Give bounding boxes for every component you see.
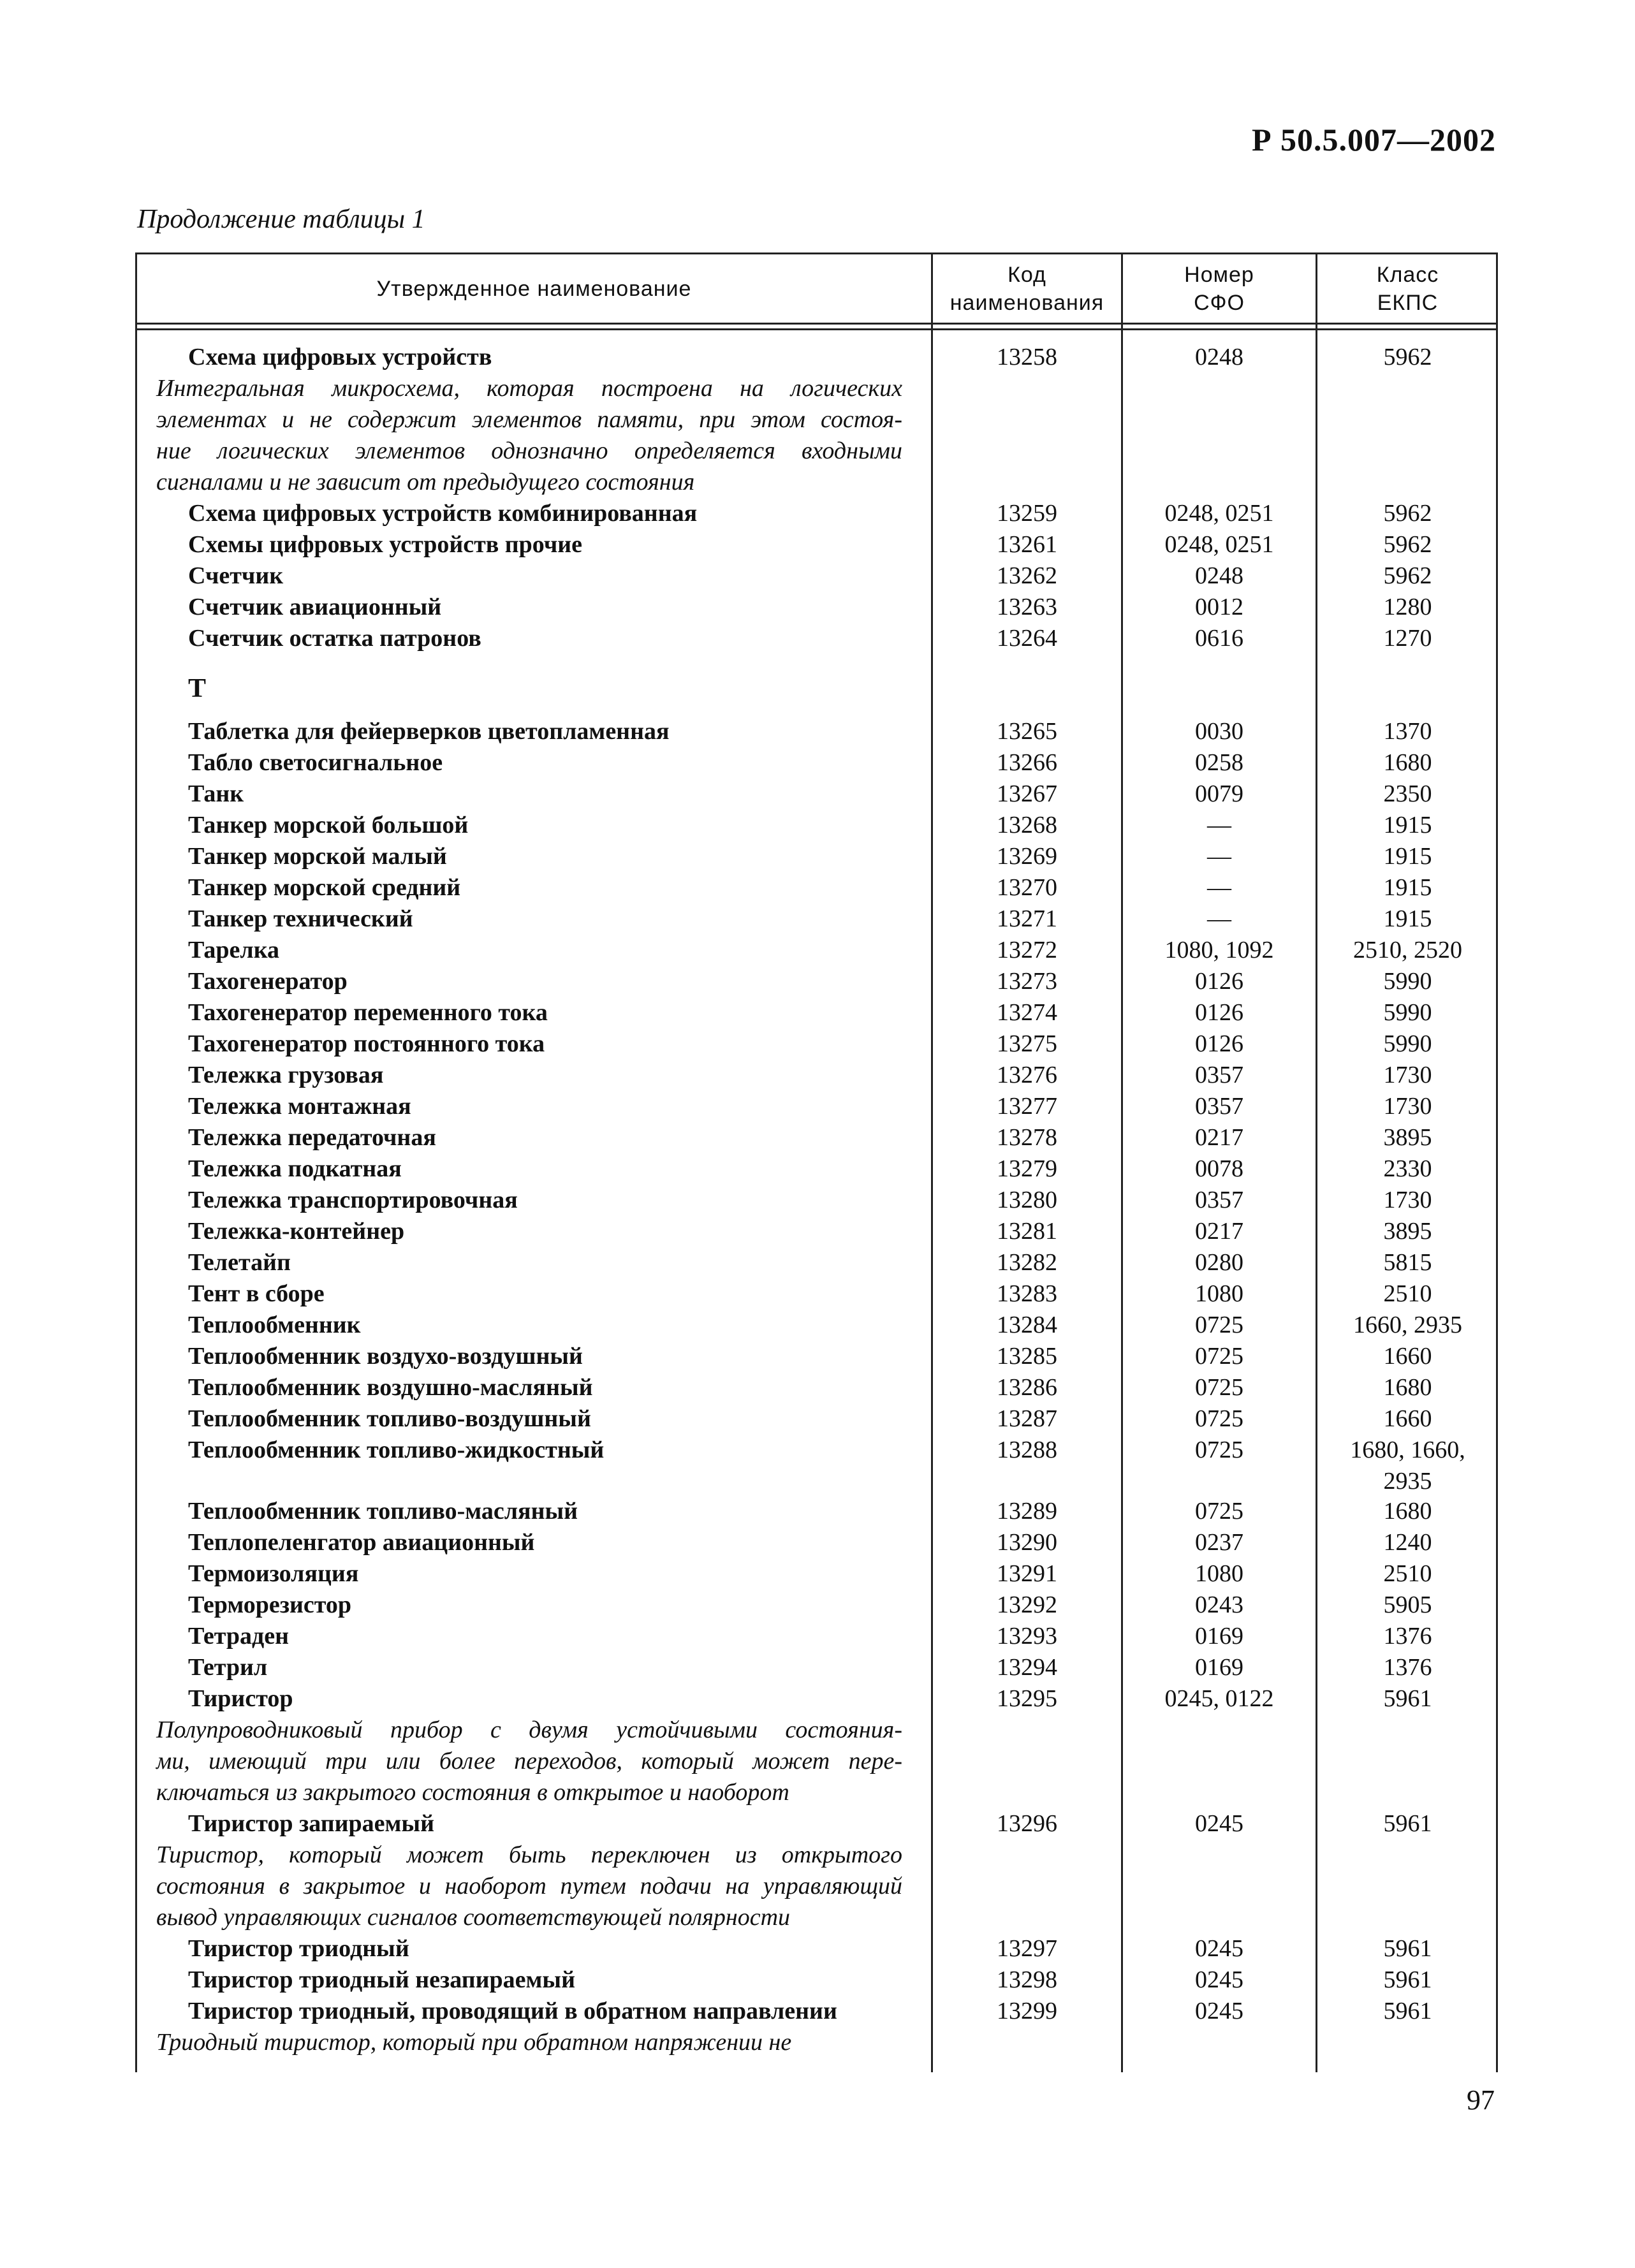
header-divider xyxy=(137,328,1496,330)
item-name: Теплообменник топливо-воздушный xyxy=(188,1405,591,1432)
table-row xyxy=(137,904,1500,935)
item-sfo-number: 0258 xyxy=(1195,749,1243,776)
table-row xyxy=(137,747,1500,779)
table-row xyxy=(137,529,1500,560)
item-name: Тиристор запираемый xyxy=(188,1810,434,1837)
item-sfo-number: 0280 xyxy=(1195,1249,1243,1276)
table-row xyxy=(137,592,1500,623)
item-name: Термоизоляция xyxy=(188,1560,359,1587)
item-sfo-number: 0357 xyxy=(1195,1093,1243,1120)
item-ekps-class: 1280 xyxy=(1383,594,1432,620)
item-sfo-number: 0725 xyxy=(1195,1498,1243,1525)
header-divider xyxy=(137,323,1496,325)
definition-line: ми, имеющий три или более переходов, который может пере- xyxy=(156,1748,902,1774)
item-sfo-number: 0248, 0251 xyxy=(1164,531,1274,558)
item-sfo-number: 0357 xyxy=(1195,1187,1243,1213)
item-definition xyxy=(137,2027,902,2058)
item-sfo-number: 0126 xyxy=(1195,1030,1243,1057)
item-ekps-class: 1680 xyxy=(1383,1498,1432,1525)
item-name: Схема цифровых устройств комбинированная xyxy=(188,500,698,527)
item-name: Теплообменник топливо-жидкостный xyxy=(188,1437,605,1463)
table-row xyxy=(137,1496,1500,1527)
item-code: 13278 xyxy=(997,1124,1057,1151)
item-definition xyxy=(137,1840,902,1933)
item-name: Телетайп xyxy=(188,1249,291,1276)
item-name: Табло светосигнальное xyxy=(188,749,443,776)
item-sfo-number: 0126 xyxy=(1195,968,1243,995)
item-code: 13283 xyxy=(997,1280,1057,1307)
item-code: 13269 xyxy=(997,843,1057,870)
item-code: 13282 xyxy=(997,1249,1057,1276)
column-header-line: ЕКПС xyxy=(1377,290,1439,315)
item-ekps-class: 1915 xyxy=(1383,843,1432,870)
item-sfo-number: 1080 xyxy=(1195,1280,1243,1307)
item-ekps-class: 1660, 2935 xyxy=(1353,1312,1462,1338)
item-ekps-class: 5990 xyxy=(1383,999,1432,1026)
definition-line: Тиристор, который может быть переключен из открытого xyxy=(156,1841,902,1868)
item-sfo-number: 1080, 1092 xyxy=(1164,937,1274,963)
column-header-sfo xyxy=(1123,254,1316,323)
item-code: 13286 xyxy=(997,1374,1057,1401)
item-ekps-class: 1730 xyxy=(1383,1093,1432,1120)
item-name: Танкер технический xyxy=(188,905,413,932)
item-ekps-class: 1376 xyxy=(1383,1623,1432,1650)
column-header-line: Номер xyxy=(1184,262,1254,287)
item-sfo-number: 0217 xyxy=(1195,1124,1243,1151)
item-code: 13296 xyxy=(997,1810,1057,1837)
item-ekps-class: 2510 xyxy=(1383,1280,1432,1307)
item-sfo-number: 0245 xyxy=(1195,1810,1243,1837)
table-row xyxy=(137,810,1500,841)
table-row xyxy=(137,1341,1500,1372)
item-name: Танкер морской большой xyxy=(188,812,469,838)
definition-line: Интегральная микросхема, которая построена на логических xyxy=(156,375,902,402)
item-code: 13273 xyxy=(997,968,1057,995)
item-ekps-class: 1915 xyxy=(1383,905,1432,932)
item-name: Тележка передаточная xyxy=(188,1124,436,1151)
item-code: 13293 xyxy=(997,1623,1057,1650)
item-sfo-number: — xyxy=(1207,843,1231,870)
table-row xyxy=(137,1808,1500,1840)
item-code: 13264 xyxy=(997,625,1057,652)
item-sfo-number: 0245 xyxy=(1195,1935,1243,1962)
item-ekps-class: 5961 xyxy=(1383,1998,1432,2024)
item-name: Счетчик авиационный xyxy=(188,594,442,620)
item-code: 13261 xyxy=(997,531,1057,558)
column-header-line: Утвержденное наименование xyxy=(376,276,692,301)
item-code: 13274 xyxy=(997,999,1057,1026)
item-code: 13290 xyxy=(997,1529,1057,1556)
item-code: 13258 xyxy=(997,344,1057,370)
item-name: Теплообменник воздухо-воздушный xyxy=(188,1343,583,1370)
item-sfo-number: — xyxy=(1207,874,1231,901)
item-code: 13291 xyxy=(997,1560,1057,1587)
item-name: Теплопеленгатор авиационный xyxy=(188,1529,535,1556)
document-number: Р 50.5.007—2002 xyxy=(1251,122,1496,157)
item-ekps-class: 5990 xyxy=(1383,968,1432,995)
table-row xyxy=(137,1590,1500,1621)
item-ekps-class: 5961 xyxy=(1383,1685,1432,1712)
item-name: Танкер морской малый xyxy=(188,843,447,870)
column-header-code xyxy=(933,254,1121,323)
item-code: 13272 xyxy=(997,937,1057,963)
item-code: 13298 xyxy=(997,1966,1057,1993)
item-code: 13266 xyxy=(997,749,1057,776)
item-ekps-class: 1370 xyxy=(1383,718,1432,745)
item-sfo-number: 0245, 0122 xyxy=(1164,1685,1274,1712)
item-code: 13265 xyxy=(997,718,1057,745)
item-ekps-class: 1730 xyxy=(1383,1062,1432,1088)
item-sfo-number: 0169 xyxy=(1195,1654,1243,1681)
alphabet-section-heading xyxy=(137,654,1500,716)
table-row xyxy=(137,1933,1500,1964)
table-row xyxy=(137,1153,1500,1185)
table-row xyxy=(137,1652,1500,1683)
item-ekps-class: 1660 xyxy=(1383,1405,1432,1432)
item-name: Схема цифровых устройств xyxy=(188,344,492,370)
table-row xyxy=(137,872,1500,904)
item-ekps-class: 5961 xyxy=(1383,1966,1432,1993)
item-sfo-number: 0243 xyxy=(1195,1591,1243,1618)
table-row xyxy=(137,623,1500,654)
item-sfo-number: 0126 xyxy=(1195,999,1243,1026)
table-row xyxy=(137,841,1500,872)
item-sfo-number: 0616 xyxy=(1195,625,1243,652)
table-row xyxy=(137,1996,1500,2027)
table-row xyxy=(137,498,1500,529)
table-row xyxy=(137,1122,1500,1153)
item-ekps-class: 2350 xyxy=(1383,780,1432,807)
item-sfo-number: 0237 xyxy=(1195,1529,1243,1556)
section-letter: Т xyxy=(188,674,207,703)
item-code: 13276 xyxy=(997,1062,1057,1088)
item-code: 13288 xyxy=(997,1437,1057,1463)
table-row xyxy=(137,779,1500,810)
column-header-line: СФО xyxy=(1194,290,1245,315)
column-header-ekps xyxy=(1317,254,1498,323)
data-table xyxy=(135,252,1498,2072)
item-name: Счетчик xyxy=(188,562,284,589)
definition-line: сигналами и не зависит от предыдущего состояния xyxy=(156,469,695,495)
item-ekps-class: 5962 xyxy=(1383,531,1432,558)
item-code: 13284 xyxy=(997,1312,1057,1338)
definition-line: ние логических элементов однозначно определяется входными xyxy=(156,437,902,464)
item-code: 13259 xyxy=(997,500,1057,527)
item-name: Тахогенератор xyxy=(188,968,348,995)
column-header-line: Код xyxy=(1008,262,1046,287)
item-ekps-class: 1660 xyxy=(1383,1343,1432,1370)
item-name: Тиристор xyxy=(188,1685,293,1712)
item-sfo-number: 0079 xyxy=(1195,780,1243,807)
item-sfo-number: 0725 xyxy=(1195,1437,1243,1463)
item-sfo-number: 0169 xyxy=(1195,1623,1243,1650)
definition-line: Триодный тиристор, который при обратном напряжении не xyxy=(156,2029,792,2056)
table-row xyxy=(137,997,1500,1028)
item-ekps-class: 5961 xyxy=(1383,1810,1432,1837)
item-code: 13270 xyxy=(997,874,1057,901)
item-code: 13295 xyxy=(997,1685,1057,1712)
item-name: Таблетка для фейерверков цветопламенная xyxy=(188,718,670,745)
item-sfo-number: 0248, 0251 xyxy=(1164,500,1274,527)
item-sfo-number: 0012 xyxy=(1195,594,1243,620)
item-sfo-number: 0078 xyxy=(1195,1155,1243,1182)
item-name: Тележка-контейнер xyxy=(188,1218,405,1245)
item-sfo-number: 0245 xyxy=(1195,1966,1243,1993)
item-ekps-class: 3895 xyxy=(1383,1218,1432,1245)
definition-line: вывод управляющих сигналов соответствующей полярности xyxy=(156,1904,791,1931)
table-row xyxy=(137,1060,1500,1091)
table-row xyxy=(137,342,1500,373)
page-number: 97 xyxy=(1467,2084,1495,2116)
item-name: Схемы цифровых устройств прочие xyxy=(188,531,583,558)
item-name: Теплообменник топливо-масляный xyxy=(188,1498,578,1525)
item-ekps-class: 1680 xyxy=(1383,749,1432,776)
item-ekps-class: 1915 xyxy=(1383,812,1432,838)
item-ekps-class: 1680, 1660, 2935 xyxy=(1350,1437,1465,1495)
item-ekps-class: 1680 xyxy=(1383,1374,1432,1401)
item-code: 13289 xyxy=(997,1498,1057,1525)
item-ekps-class: 2330 xyxy=(1383,1155,1432,1182)
item-sfo-number: 0357 xyxy=(1195,1062,1243,1088)
definition-line: элементах и не содержит элементов памяти, при этом состоя- xyxy=(156,406,902,433)
item-name: Теплообменник воздушно-масляный xyxy=(188,1374,593,1401)
item-code: 13275 xyxy=(997,1030,1057,1057)
column-header-line: наименования xyxy=(949,290,1104,315)
item-name: Тиристор триодный незапираемый xyxy=(188,1966,575,1993)
item-sfo-number: 0030 xyxy=(1195,718,1243,745)
item-code: 13262 xyxy=(997,562,1057,589)
item-ekps-class: 5990 xyxy=(1383,1030,1432,1057)
item-ekps-class: 1730 xyxy=(1383,1187,1432,1213)
item-name: Тиристор триодный, проводящий в обратном направлении xyxy=(188,1998,837,2024)
table-row xyxy=(137,1216,1500,1247)
item-ekps-class: 1270 xyxy=(1383,625,1432,652)
column-header-line: Класс xyxy=(1376,262,1439,287)
item-name: Тележка монтажная xyxy=(188,1093,411,1120)
table-row xyxy=(137,1527,1500,1558)
item-name: Тележка транспортировочная xyxy=(188,1187,518,1213)
table-row xyxy=(137,1028,1500,1060)
item-name: Тахогенератор переменного тока xyxy=(188,999,548,1026)
table-row xyxy=(137,1683,1500,1715)
table-row xyxy=(137,1621,1500,1652)
item-sfo-number: 0248 xyxy=(1195,344,1243,370)
item-ekps-class: 1915 xyxy=(1383,874,1432,901)
item-sfo-number: 0248 xyxy=(1195,562,1243,589)
table-row xyxy=(137,1372,1500,1403)
table-row xyxy=(137,1558,1500,1590)
item-sfo-number: 0245 xyxy=(1195,1998,1243,2024)
table-caption: Продолжение таблицы 1 xyxy=(137,205,425,234)
table-row xyxy=(137,1403,1500,1435)
item-name: Тент в сборе xyxy=(188,1280,325,1307)
item-sfo-number: 0217 xyxy=(1195,1218,1243,1245)
item-code: 13280 xyxy=(997,1187,1057,1213)
item-code: 13281 xyxy=(997,1218,1057,1245)
item-ekps-class: 5905 xyxy=(1383,1591,1432,1618)
item-ekps-class: 5962 xyxy=(1383,562,1432,589)
item-name: Счетчик остатка патронов xyxy=(188,625,481,652)
item-sfo-number: 0725 xyxy=(1195,1312,1243,1338)
table-row xyxy=(137,935,1500,966)
item-name: Танк xyxy=(188,780,244,807)
item-code: 13285 xyxy=(997,1343,1057,1370)
item-name: Тиристор триодный xyxy=(188,1935,409,1962)
item-code: 13268 xyxy=(997,812,1057,838)
table-row xyxy=(137,560,1500,592)
item-name: Тележка подкатная xyxy=(188,1155,402,1182)
table-row xyxy=(137,966,1500,997)
table-row xyxy=(137,1247,1500,1278)
table-row xyxy=(137,1310,1500,1341)
item-ekps-class: 5962 xyxy=(1383,500,1432,527)
item-sfo-number: 1080 xyxy=(1195,1560,1243,1587)
table-row xyxy=(137,1091,1500,1122)
table-row xyxy=(137,1964,1500,1996)
item-name: Тахогенератор постоянного тока xyxy=(188,1030,545,1057)
definition-line: ключаться из закрытого состояния в открытое и наоборот xyxy=(156,1779,789,1806)
item-code: 13299 xyxy=(997,1998,1057,2024)
item-code: 13294 xyxy=(997,1654,1057,1681)
item-sfo-number: — xyxy=(1207,905,1231,932)
definition-line: Полупроводниковый прибор с двумя устойчивыми состояния- xyxy=(156,1716,902,1743)
item-ekps-class: 1240 xyxy=(1383,1529,1432,1556)
table-row xyxy=(137,1185,1500,1216)
item-ekps-class: 1376 xyxy=(1383,1654,1432,1681)
item-ekps-class: 3895 xyxy=(1383,1124,1432,1151)
item-code: 13297 xyxy=(997,1935,1057,1962)
item-name: Теплообменник xyxy=(188,1312,361,1338)
item-sfo-number: 0725 xyxy=(1195,1405,1243,1432)
item-sfo-number: — xyxy=(1207,812,1231,838)
item-definition xyxy=(137,1715,902,1808)
table-row xyxy=(137,716,1500,747)
item-code: 13287 xyxy=(997,1405,1057,1432)
definition-line: состояния в закрытое и наоборот путем подачи на управляющий xyxy=(156,1873,902,1899)
item-name: Тетрил xyxy=(188,1654,268,1681)
item-code: 13263 xyxy=(997,594,1057,620)
item-code: 13271 xyxy=(997,905,1057,932)
item-name: Терморезистор xyxy=(188,1591,352,1618)
item-ekps-class: 5815 xyxy=(1383,1249,1432,1276)
item-definition xyxy=(137,373,902,498)
item-name: Тетраден xyxy=(188,1623,290,1650)
table-row xyxy=(137,1278,1500,1310)
item-name: Тележка грузовая xyxy=(188,1062,384,1088)
item-ekps-class: 5961 xyxy=(1383,1935,1432,1962)
table-body xyxy=(137,342,1500,2058)
item-ekps-class: 2510, 2520 xyxy=(1353,937,1462,963)
item-ekps-class: 2510 xyxy=(1383,1560,1432,1587)
item-code: 13292 xyxy=(997,1591,1057,1618)
item-code: 13267 xyxy=(997,780,1057,807)
item-name: Тарелка xyxy=(188,937,280,963)
item-sfo-number: 0725 xyxy=(1195,1374,1243,1401)
table-row xyxy=(137,1435,1500,1496)
column-header-name xyxy=(137,254,931,323)
item-sfo-number: 0725 xyxy=(1195,1343,1243,1370)
item-name: Танкер морской средний xyxy=(188,874,461,901)
item-code: 13277 xyxy=(997,1093,1057,1120)
item-ekps-class: 5962 xyxy=(1383,344,1432,370)
item-code: 13279 xyxy=(997,1155,1057,1182)
